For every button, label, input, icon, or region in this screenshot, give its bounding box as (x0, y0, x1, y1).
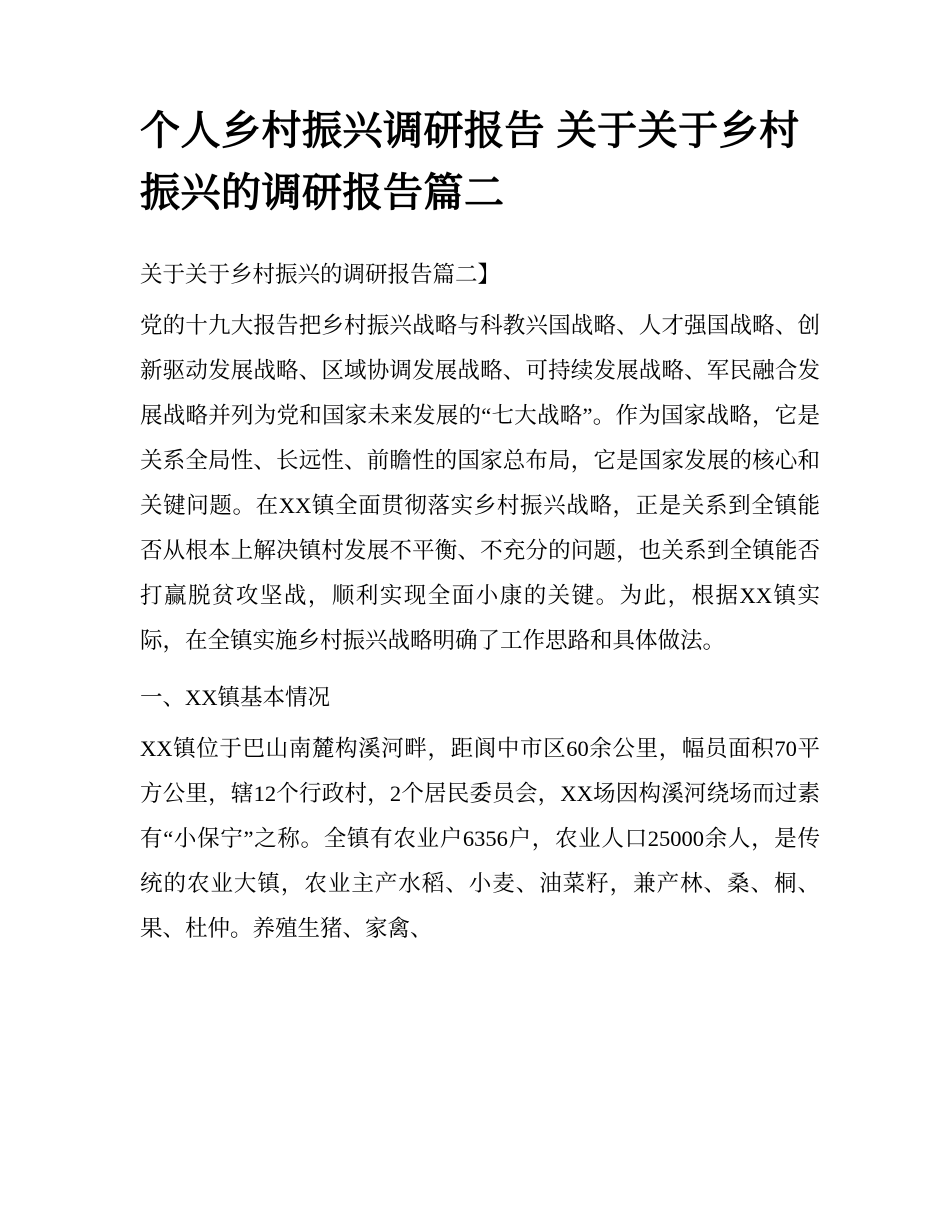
section-heading-1: 一、XX镇基本情况 (140, 685, 330, 710)
page-title: 个人乡村振兴调研报告 关于关于乡村振兴的调研报告篇二 (140, 109, 800, 215)
paragraph-body-1: 党的十九大报告把乡村振兴战略与科教兴国战略、人才强国战略、创新驱动发展战略、区域协调发展战略、可持续发展战略、军民融合发展战略并列为党和国家未来发展的“七大战略”。作为国家战略，它是关系全局性、长远性、前瞻性的国家总布局，它是国家发展的核心和关键问题。在XX镇全面贯彻落实乡村振兴战略，正是关系到全镇能否从根本上解决镇村发展不平衡、不充分的问题，也关系到全镇能否打赢脱贫攻坚战，顺利实现全面小康的关键。为此，根据XX镇实际，在全镇实施乡村振兴战略明确了工作思路和具体做法。 (140, 313, 820, 653)
paragraph-body-2: XX镇位于巴山南麓构溪河畔，距阆中市区60余公里，幅员面积70平方公里，辖12个行政村，2个居民委员会，XX场因构溪河绕场而过素有“小保宁”之称。全镇有农业户6356户，农业人口25000余人，是传统的农业大镇，农业主产水稻、小麦、油菜籽，兼产林、桑、桐、果、杜仲。养殖生猪、家禽、 (140, 736, 820, 941)
paragraph-lead: 关于关于乡村振兴的调研报告篇二】 (140, 262, 501, 287)
